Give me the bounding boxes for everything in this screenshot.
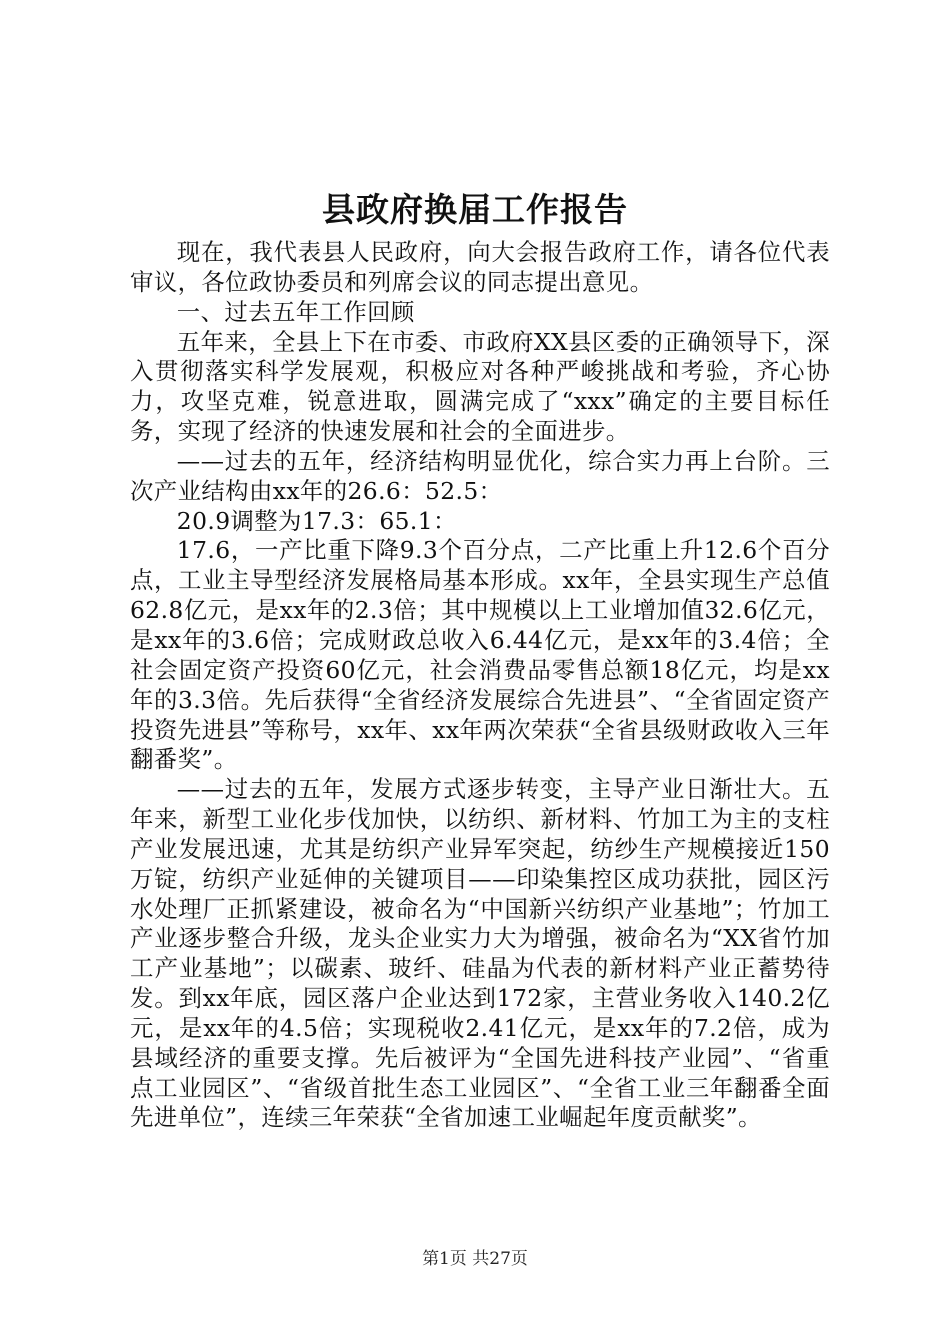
paragraph-overview: 五年来，全县上下在市委、市政府XX县区委的正确领导下，深入贯彻落实科学发展观，积极应对各种严峻挑战和考验，齐心协力，攻坚克难，锐意进取，圆满完成了“xxx”确定的主要目标任务，实现了经济的快速发展和社会的全面进步。 <box>130 327 830 446</box>
document-body <box>130 238 830 1133</box>
paragraph-economic-figures: 17.6，一产比重下降9.3个百分点，二产比重上升12.6个百分点，工业主导型经济发展格局基本形成。xx年，全县实现生产总值62.8亿元，是xx年的2.3倍；其中规模以上工业增加值32.6亿元，是xx年的3.6倍；完成财政总收入6.44亿元，是xx年的3.4倍；全社会固定资产投资60亿元，社会消费品零售总额18亿元，均是xx年的3.3倍。先后获得“全省经济发展综合先进县”、“全省固定资产投资先进县”等称号，xx年、xx年两次荣获“全省县级财政收入三年翻番奖”。 <box>130 536 830 774</box>
section-heading-review: 一、过去五年工作回顾 <box>176 297 415 326</box>
page-number-footer: 第1页 共27页 <box>422 1249 528 1269</box>
paragraph-economic-structure: ——过去的五年，经济结构明显优化，综合实力再上台阶。三次产业结构由xx年的26.6：52.5： <box>130 446 830 505</box>
paragraph-structure-adjusted: 20.9调整为17.3：65.1： <box>176 506 457 535</box>
document-title: 县政府换届工作报告 <box>322 190 628 229</box>
paragraph-intro: 现在，我代表县人民政府，向大会报告政府工作，请各位代表审议，各位政协委员和列席会议的同志提出意见。 <box>130 238 830 296</box>
paragraph-industry-development: ——过去的五年，发展方式逐步转变，主导产业日渐壮大。五年来，新型工业化步伐加快，以纺织、新材料、竹加工为主的支柱产业发展迅速，尤其是纺织产业异军突起，纺纱生产规模接近150万锭，纺织产业延伸的关键项目——印染集控区成功获批，园区污水处理厂正抓紧建设，被命名为“中国新兴纺织产业基地”；竹加工产业逐步整合升级，龙头企业实力大为增强，被命名为“XX省竹加工产业基地”；以碳素、玻纤、硅晶为代表的新材料产业正蓄势待发。到xx年底，园区落户企业达到172家，主营业务收入140.2亿元，是xx年的4.5倍；实现税收2.41亿元，是xx年的7.2倍，成为县域经济的重要支撑。先后被评为“全国先进科技产业园”、“省重点工业园区”、“省级首批生态工业园区”、“全省工业三年翻番全面先进单位”，连续三年荣获“全省加速工业崛起年度贡献奖”。 <box>130 775 830 1132</box>
